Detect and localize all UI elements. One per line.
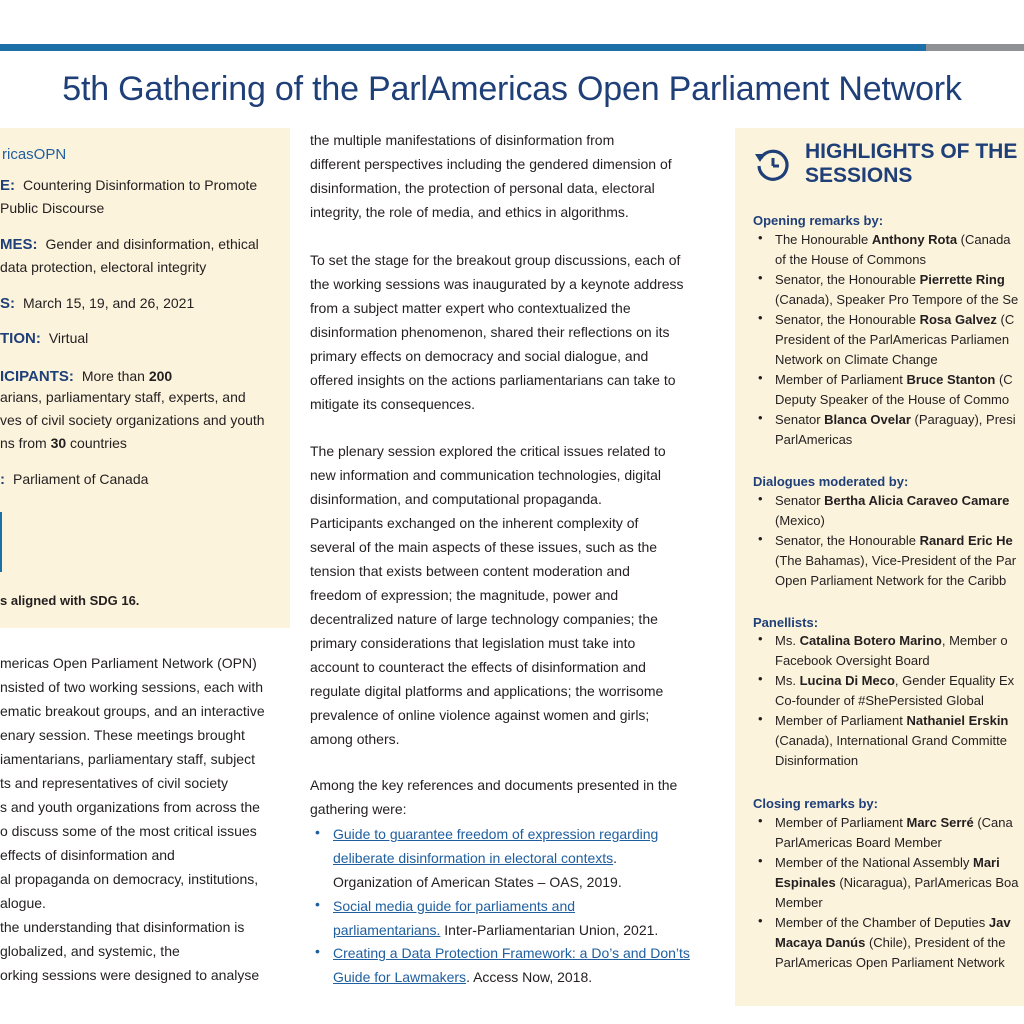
bullet-dot: • <box>315 896 320 912</box>
highlight-line: of the House of Commons <box>775 252 927 267</box>
ref-source-oas: Organization of American States – OAS, 2019. <box>333 874 622 890</box>
highlight-line: Senator, the Honourable Rosa Galvez (C <box>775 312 1015 327</box>
middle-p4-line: Among the key references and documents presented in the <box>310 777 678 793</box>
highlight-line: Member of Parliament Nathaniel Erskin <box>775 713 1009 728</box>
participants-line-3: ves of civil society organizations and youth <box>0 412 265 428</box>
themes-value: Gender and disinformation, ethical <box>45 236 259 252</box>
participants-row: ICIPANTS: More than 200 <box>0 368 173 385</box>
highlight-line: Senator, the Honourable Pierrette Ring <box>775 272 1005 287</box>
middle-p2-line: disinformation phenomenon, shared their reflections on its <box>310 324 670 340</box>
middle-p2-line: To set the stage for the breakout group discussions, each of <box>310 252 681 268</box>
ref-link-accessnow[interactable]: Creating a Data Protection Framework: a Do’s and Don’ts <box>333 945 690 961</box>
left-paragraph-line: globalized, and systemic, the <box>0 943 180 959</box>
middle-p2-line: the working sessions was inaugurated by a keynote address <box>310 276 684 292</box>
theme-value: Countering Disinformation to Promote <box>23 177 258 193</box>
top-bar-blue <box>0 44 926 51</box>
theme-row <box>0 174 257 197</box>
highlight-line: Member of Parliament Bruce Stanton (C <box>775 372 1013 387</box>
person-name: Bertha Alicia Caraveo Camare <box>824 493 1010 508</box>
person-name: Lucina Di Meco <box>799 673 895 688</box>
middle-p3-line: tension that exists between content moderation and <box>310 563 630 579</box>
host-label: : <box>0 471 5 488</box>
middle-p2-line: mitigate its consequences. <box>310 396 475 412</box>
location-row <box>0 327 88 350</box>
person-name: Jav <box>988 915 1011 930</box>
highlight-line: The Honourable Anthony Rota (Canada <box>775 232 1011 247</box>
person-name: Mari <box>972 855 1000 870</box>
bullet-dot: • <box>758 370 763 385</box>
highlight-line: ParlAmericas <box>775 432 853 447</box>
themes-value-2: data protection, electoral integrity <box>0 259 207 275</box>
theme-value-2: Public Discourse <box>0 200 105 216</box>
highlight-line: (Canada), International Grand Committe <box>775 733 1007 748</box>
bullet-dot: • <box>758 671 763 686</box>
opening-heading: Opening remarks by: <box>753 213 884 228</box>
highlight-line: (Canada), Speaker Pro Tempore of the Se <box>775 292 1019 307</box>
bullet-dot: • <box>315 943 320 959</box>
location-label: TION: <box>0 330 41 347</box>
highlight-line: Macaya Danús (Chile), President of the <box>775 935 1006 950</box>
host-value: Parliament of Canada <box>13 471 149 487</box>
highlight-line: Disinformation <box>775 753 859 768</box>
theme-label: E: <box>0 177 15 194</box>
highlight-line: Ms. Catalina Botero Marino, Member o <box>775 633 1008 648</box>
bullet-dot: • <box>758 410 763 425</box>
ref-source-accessnow: . Access Now, 2018. <box>466 969 593 985</box>
dates-row <box>0 292 194 315</box>
participants-line-2: arians, parliamentary staff, experts, and <box>0 389 246 405</box>
highlight-line: Network on Climate Change <box>775 352 938 367</box>
hashtag: ricasOPN <box>2 146 67 163</box>
bullet-dot: • <box>758 491 763 506</box>
highlight-line: Espinales (Nicaragua), ParlAmericas Boa <box>775 875 1019 890</box>
left-paragraph-line: iamentarians, parliamentary staff, subject <box>0 751 255 767</box>
left-paragraph-line: orking sessions were designed to analyse <box>0 967 260 983</box>
ref-link-accessnow-2[interactable]: Guide for Lawmakers <box>333 969 467 985</box>
middle-p1-line: the multiple manifestations of disinformation from <box>310 132 615 148</box>
person-name: Macaya Danús <box>775 935 866 950</box>
location-value: Virtual <box>48 330 89 346</box>
middle-p3-line: account to counteract the effects of disinformation and <box>310 659 646 675</box>
highlight-line: ParlAmericas Board Member <box>775 835 942 850</box>
highlight-line: Member of the Chamber of Deputies Jav <box>775 915 1011 930</box>
bullet-dot: • <box>758 270 763 285</box>
middle-p3-line: Participants exchanged on the inherent complexity of <box>310 515 639 531</box>
middle-p3-line: among others. <box>310 731 400 747</box>
highlight-line: Open Parliament Network for the Caribb <box>775 573 1007 588</box>
highlights-box <box>735 128 1024 1006</box>
person-name: Ranard Eric He <box>919 533 1013 548</box>
middle-p1-line: different perspectives including the gendered dimension of <box>310 156 672 172</box>
middle-p4-line: gathering were: <box>310 801 407 817</box>
themes-row <box>0 233 259 256</box>
person-name: Espinales <box>775 875 836 890</box>
host-row <box>0 468 148 491</box>
left-paragraph-line: ematic breakout groups, and an interactive <box>0 703 265 719</box>
middle-p3-line: freedom of expression; the magnitude, power and <box>310 587 619 603</box>
panellists-heading: Panellists: <box>753 615 819 630</box>
highlight-line: Senator Blanca Ovelar (Paraguay), Presi <box>775 412 1016 427</box>
highlight-line: (Mexico) <box>775 513 825 528</box>
highlight-line: Member of the National Assembly Mari <box>775 855 1000 870</box>
middle-p3-line: several of the main aspects of these issues, such as the <box>310 539 658 555</box>
event-info-box <box>0 128 290 628</box>
middle-p1-line: integrity, the role of media, and ethics in algorithms. <box>310 204 629 220</box>
person-name: Marc Serré <box>906 815 974 830</box>
left-paragraph-line: mericas Open Parliament Network (OPN) <box>0 655 257 671</box>
left-paragraph-line: ts and representatives of civil society <box>0 775 228 791</box>
middle-p3-line: decentralized nature of large technology companies; the <box>310 611 658 627</box>
participants-label: ICIPANTS: <box>0 368 74 385</box>
themes-label: MES: <box>0 236 38 253</box>
ref-link-oas[interactable]: Guide to guarantee freedom of expression regarding <box>333 826 659 842</box>
middle-p2-line: primary effects on democracy and social dialogue, and <box>310 348 649 364</box>
middle-p3-line: prevalence of online violence against women and girls; <box>310 707 650 723</box>
middle-p3-line: new information and communication technologies, digital <box>310 467 661 483</box>
left-paragraph-line: al propaganda on democracy, institutions, <box>0 871 259 887</box>
left-paragraph-line: o discuss some of the most critical issues <box>0 823 257 839</box>
highlight-line: (The Bahamas), Vice-President of the Par <box>775 553 1017 568</box>
sdg-note: s aligned with SDG 16. <box>0 593 140 608</box>
middle-p3-line: regulate digital platforms and applications; the worrisome <box>310 683 664 699</box>
participants-count: 200 <box>148 368 173 384</box>
middle-p3-line: primary considerations that legislation must take into <box>310 635 636 651</box>
top-bar-gray <box>926 44 1024 51</box>
highlights-title-2: SESSIONS <box>805 164 913 187</box>
bullet-dot: • <box>758 310 763 325</box>
person-name: Blanca Ovelar <box>824 412 911 427</box>
bullet-dot: • <box>758 531 763 546</box>
ref-link-ipu-2[interactable]: parliamentarians. <box>333 922 441 938</box>
person-name: Pierrette Ring <box>919 272 1005 287</box>
left-paragraph-line: enary session. These meetings brought <box>0 727 245 743</box>
left-paragraph-line: s and youth organizations from across the <box>0 799 260 815</box>
left-paragraph-line: the understanding that disinformation is <box>0 919 245 935</box>
participants-line-4: ns from 30 countries <box>0 435 127 451</box>
ref-link-ipu[interactable]: Social media guide for parliaments and <box>333 898 576 914</box>
left-paragraph-line: effects of disinformation and <box>0 847 175 863</box>
highlight-line: Member of Parliament Marc Serré (Cana <box>775 815 1013 830</box>
dates-value: March 15, 19, and 26, 2021 <box>23 295 195 311</box>
ref-source-ipu: Inter-Parliamentarian Union, 2021. <box>440 922 659 938</box>
middle-p1-line: disinformation, the protection of personal data, electoral <box>310 180 655 196</box>
page-title: 5th Gathering of the ParlAmericas Open Parliament Network <box>62 70 962 108</box>
person-name: Catalina Botero Marino <box>799 633 942 648</box>
person-name: Bruce Stanton <box>906 372 996 387</box>
bullet-dot: • <box>758 853 763 868</box>
middle-p3-line: disinformation, and computational propaganda. <box>310 491 602 507</box>
ref-link-oas-2[interactable]: deliberate disinformation in electoral contexts <box>333 850 614 866</box>
highlight-line: Ms. Lucina Di Meco, Gender Equality Ex <box>775 673 1015 688</box>
clock-icon <box>753 144 793 184</box>
person-name: Nathaniel Erskin <box>906 713 1009 728</box>
closing-heading: Closing remarks by: <box>753 796 878 811</box>
left-paragraph-line: nsisted of two working sessions, each with <box>0 679 264 695</box>
highlight-line: Senator, the Honourable Ranard Eric He <box>775 533 1013 548</box>
highlight-line: ParlAmericas Open Parliament Network <box>775 955 1005 970</box>
middle-p3-line: The plenary session explored the critical issues related to <box>310 443 666 459</box>
bullet-dot: • <box>758 631 763 646</box>
bullet-dot: • <box>758 230 763 245</box>
highlight-line: Senator Bertha Alicia Caraveo Camare <box>775 493 1010 508</box>
left-paragraph-line: alogue. <box>0 895 46 911</box>
person-name: Anthony Rota <box>871 232 958 247</box>
bullet-dot: • <box>758 813 763 828</box>
middle-p2-line: from a subject matter expert who contextualized the <box>310 300 631 316</box>
bullet-dot: • <box>758 711 763 726</box>
dates-label: S: <box>0 295 15 312</box>
highlight-line: Co-founder of #ShePersisted Global <box>775 693 984 708</box>
highlight-line: President of the ParlAmericas Parliamen <box>775 332 1010 347</box>
dialogues-heading: Dialogues moderated by: <box>753 474 909 489</box>
highlight-line: Deputy Speaker of the House of Commo <box>775 392 1010 407</box>
countries-count: 30 <box>50 435 67 451</box>
bullet-dot: • <box>315 824 320 840</box>
highlight-line: Facebook Oversight Board <box>775 653 930 668</box>
bullet-dot: • <box>758 913 763 928</box>
highlights-title-1: HIGHLIGHTS OF THE <box>805 140 1018 163</box>
person-name: Rosa Galvez <box>919 312 997 327</box>
highlight-line: Member <box>775 895 823 910</box>
sdg-logo-edge <box>0 512 2 572</box>
middle-p2-line: offered insights on the actions parliamentarians can take to <box>310 372 676 388</box>
